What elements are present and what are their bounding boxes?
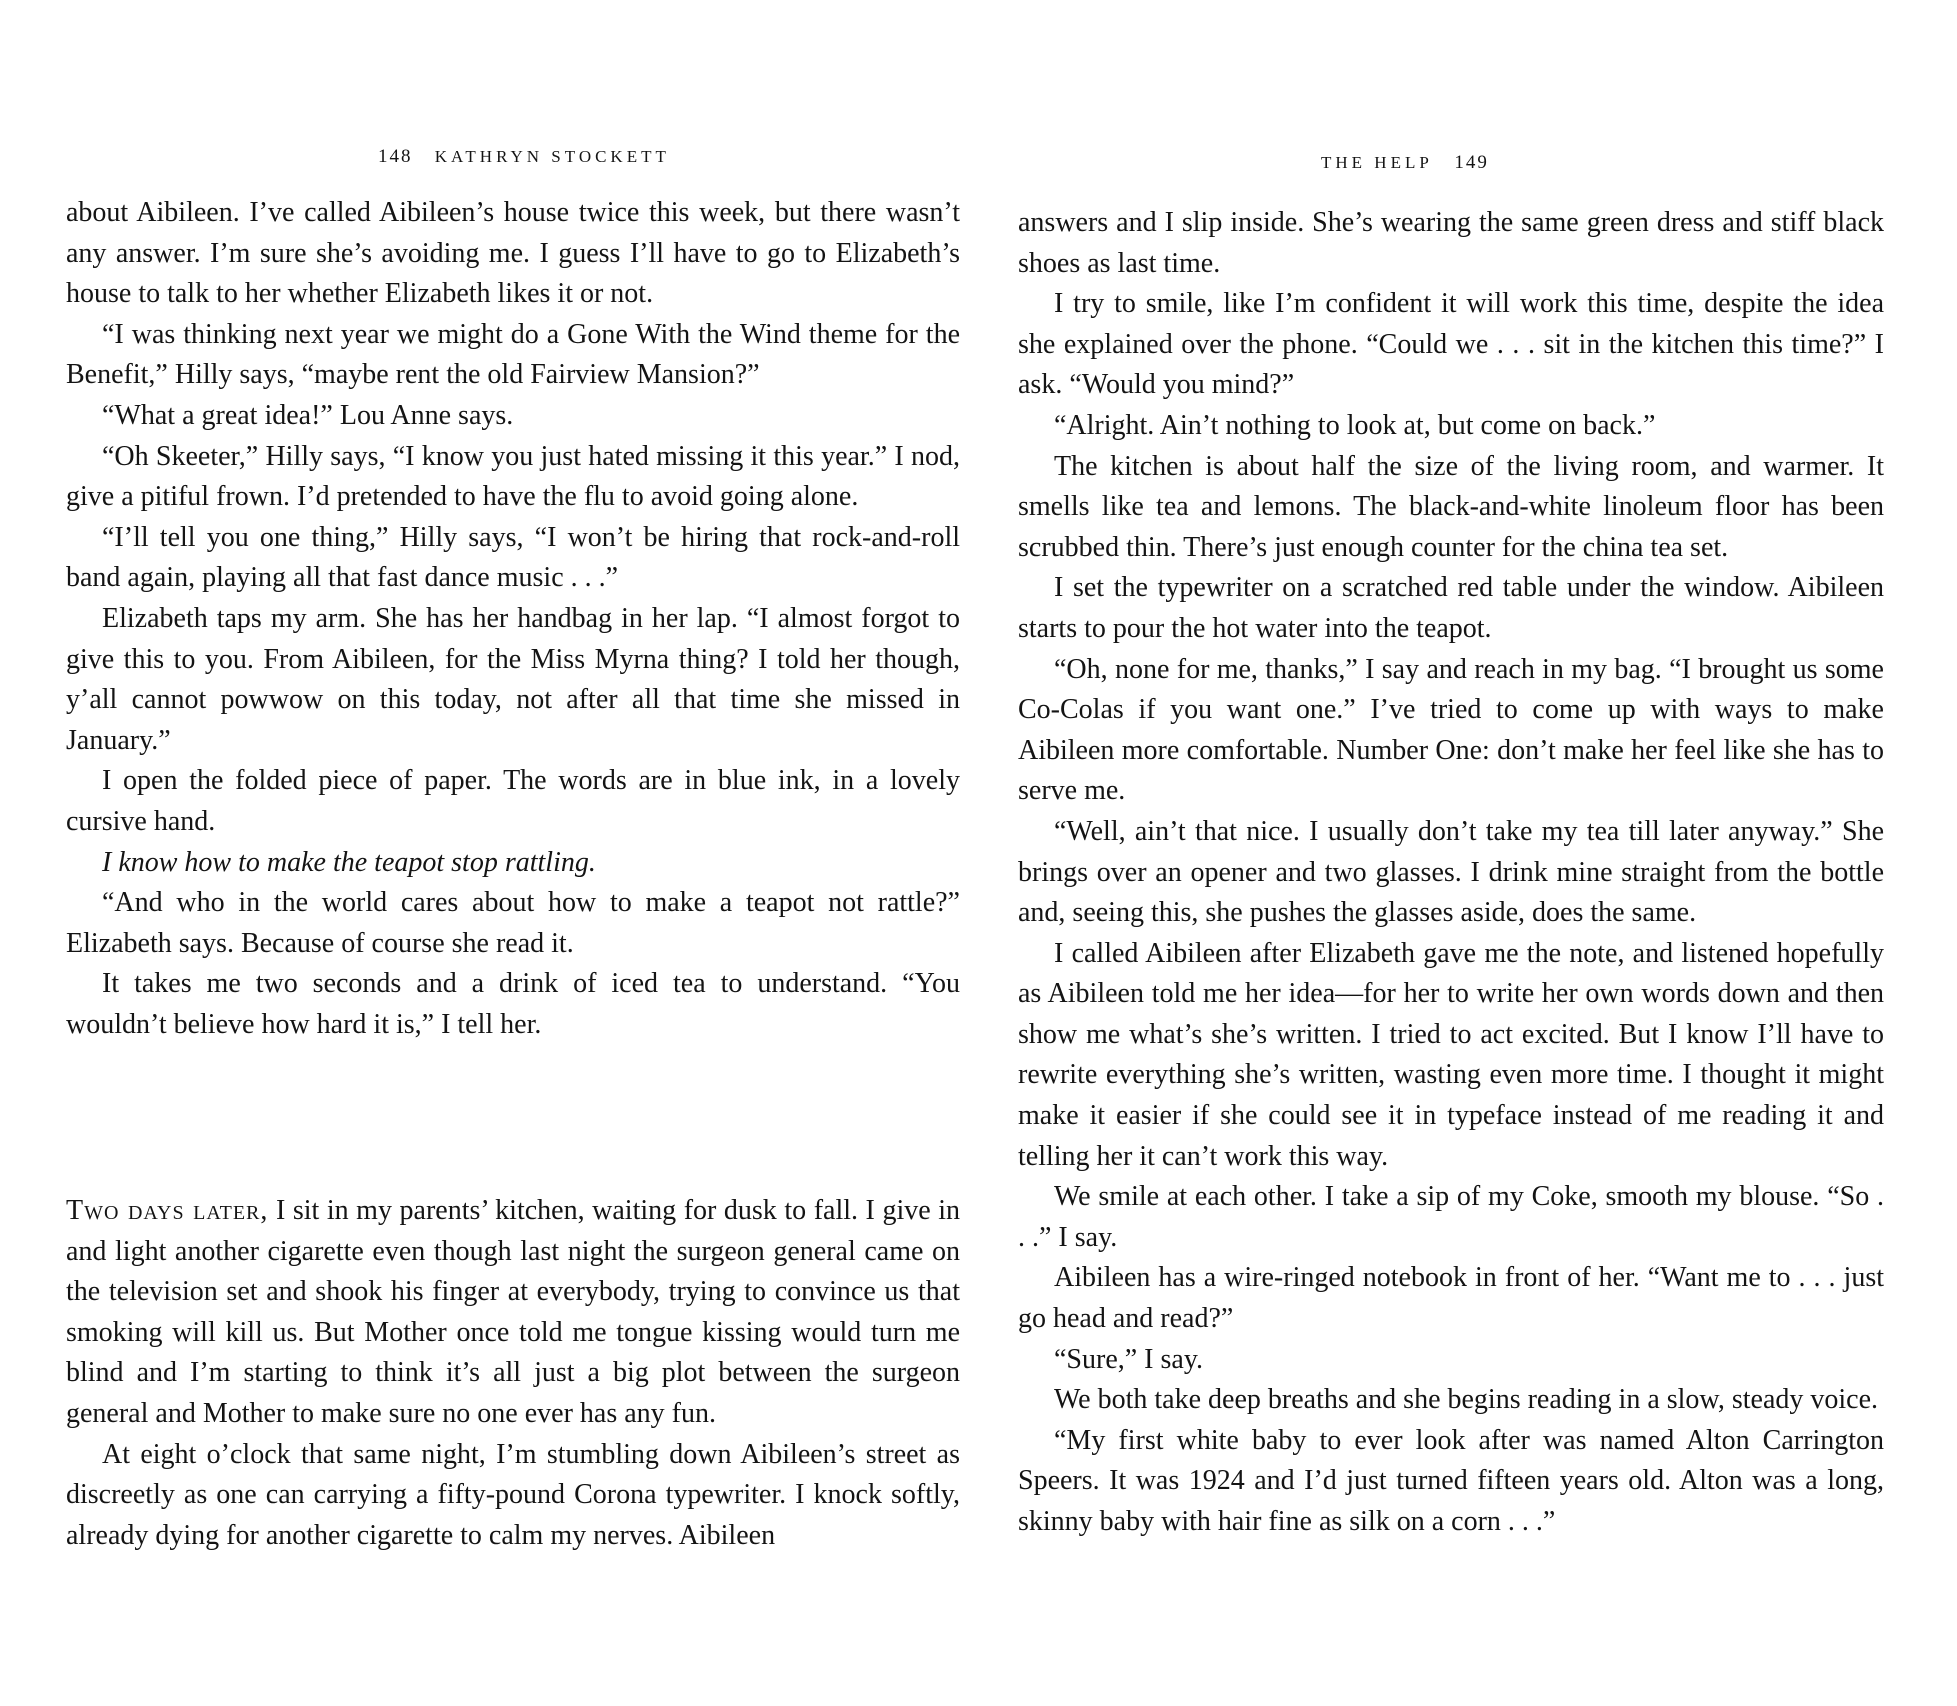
paragraph: “And who in the world cares about how to make a teapot not rattle?” Elizabeth says. Because of course she read it. [66,887,960,959]
left-body-bottom [66,1191,960,1556]
right-running-head [1321,152,1503,174]
paragraph: We both take deep breaths and she begins reading in a slow, steady voice. [1054,1384,1879,1416]
paragraph: We smile at each other. I take a sip of my Coke, smooth my blouse. “So . . .” I say. [1018,1181,1884,1253]
paragraph: It takes me two seconds and a drink of iced tea to understand. “You wouldn’t believe how hard it is,” I tell her. [66,968,960,1040]
right-page-number: 149 [1454,152,1489,173]
paragraph: answers and I slip inside. She’s wearing the same green dress and stiff black shoes as last time. [1018,207,1884,279]
paragraph: I called Aibileen after Elizabeth gave me the note, and listened hopefully as Aibileen told me her idea—for her to write her own words down and then show me what’s she’s written. I tried to act excited. But I know I’ll have to rewrite everything she’s written, wasting even more time. I thought it might make it easier if she could see it in typeface instead of me reading it and telling her it can’t work this way. [1018,937,1884,1172]
paragraph: “What a great idea!” Lou Anne says. [102,399,514,431]
paragraph: “Oh, none for me, thanks,” I say and reach in my bag. “I brought us some Co-Colas if you want one.” I’ve tried to come up with ways to make Aibileen more comfortable. Number One: don’t make her feel like she has to serve me. [1018,653,1884,807]
paragraph: “Sure,” I say. [1054,1343,1204,1375]
right-page [1018,0,1884,1706]
paragraph: Aibileen has a wire-ringed notebook in front of her. “Want me to . . . just go head and read?” [1018,1262,1884,1335]
left-running-head [364,146,670,168]
section-opening-paragraph [66,1191,960,1435]
paragraph: I set the typewriter on a scratched red table under the window. Aibileen starts to pour the hot water into the teapot. [1018,572,1884,644]
right-running-head-title: THE HELP [1321,153,1433,172]
left-body-top [66,193,960,1045]
left-page [66,0,960,1706]
paragraph: “Well, ain’t that nice. I usually don’t take my tea till later anyway.” She brings over an opener and two glasses. I drink mine straight from the bottle and, seeing this, she pushes the glasses aside, does the same. [1018,815,1884,929]
left-page-number: 148 [378,146,413,167]
note-quote: I know how to make the teapot stop rattling. [102,846,596,878]
paragraph: about Aibileen. I’ve called Aibileen’s house twice this week, but there wasn’t any answer. I’m sure she’s avoiding me. I guess I’ll have to go to Elizabeth’s house to talk to her whether Elizabeth likes it or not. [66,197,960,310]
paragraph: “Oh Skeeter,” Hilly says, “I know you just hated missing it this year.” I nod, give a pitiful frown. I’d pretended to have the flu to avoid going alone. [66,440,960,513]
left-running-head-title: KATHRYN STOCKETT [434,147,670,166]
section-lead-in: Two days later, [66,1195,269,1226]
paragraph: I open the folded piece of paper. The words are in blue ink, in a lovely cursive hand. [66,765,960,837]
section-opening-text: I sit in my parents’ kitchen, waiting for dusk to fall. I give in and light another cigarette even though last night the surgeon general came on the television set and shook his finger at everybody, trying to convince us that smoking will kill us. But Mother once told me tongue kissing would turn me blind and I’m starting to think it’s all just a big plot between the surgeon general and Mother to make sure no one ever has any fun. [66,1195,960,1429]
right-body [1018,203,1884,1543]
paragraph: “My first white baby to ever look after was named Alton Carrington Speers. It was 1924 and I’d just turned fifteen years old. Alton was a long, skinny baby with hair fine as silk on a corn . . .” [1018,1424,1884,1537]
paragraph: At eight o’clock that same night, I’m stumbling down Aibileen’s street as discreetly as one can carrying a fifty-pound Corona typewriter. I knock softly, already dying for another cigarette to calm my nerves. Aibileen [66,1438,960,1551]
paragraph: Elizabeth taps my arm. She has her handbag in her lap. “I almost forgot to give this to you. From Aibileen, for the Miss Myrna thing? I told her though, y’all cannot powwow on this today, not after all that time she missed in January.” [66,602,960,756]
paragraph: “I’ll tell you one thing,” Hilly says, “I won’t be hiring that rock-and-roll band again, playing all that fast dance music . . .” [66,521,960,594]
paragraph: The kitchen is about half the size of the living room, and warmer. It smells like tea and lemons. The black-and-white linoleum floor has been scrubbed thin. There’s just enough counter for the china tea set. [1018,450,1884,563]
paragraph: “I was thinking next year we might do a Gone With the Wind theme for the Benefit,” Hilly says, “maybe rent the old Fairview Mansion?” [66,318,960,391]
paragraph: “Alright. Ain’t nothing to look at, but come on back.” [1054,409,1656,441]
paragraph: I try to smile, like I’m confident it will work this time, despite the idea she explained over the phone. “Could we . . . sit in the kitchen this time?” I ask. “Would you mind?” [1018,288,1884,401]
